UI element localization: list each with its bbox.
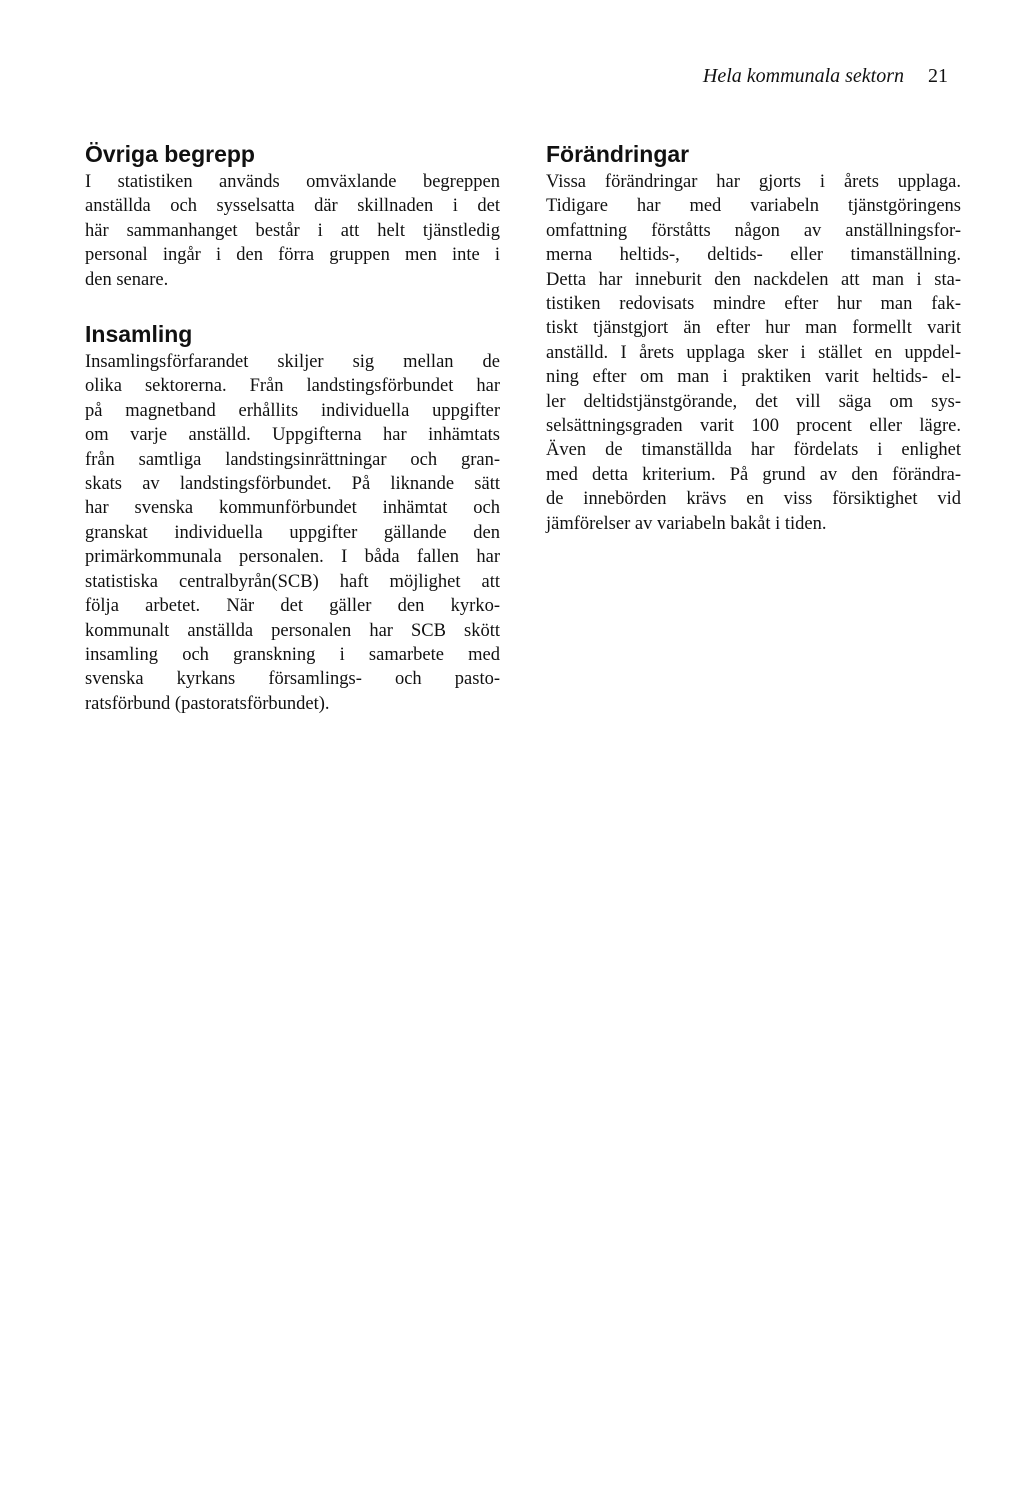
text-line: Insamlingsförfarandet skiljer sig mellan de bbox=[85, 352, 500, 373]
text-line: ler deltidstjänstgörande, det vill säga om sys- bbox=[546, 391, 961, 412]
running-title: Hela kommunala sektorn bbox=[702, 65, 904, 87]
section-heading: Övriga begrepp bbox=[85, 141, 255, 167]
text-line: Detta har inneburit den nackdelen att man i sta- bbox=[546, 269, 961, 290]
section-body bbox=[546, 170, 961, 536]
text-line: olika sektorerna. Från landstingsförbundet har bbox=[85, 376, 500, 397]
running-header bbox=[0, 64, 948, 88]
text-line: anställda och sysselsatta där skillnaden i det bbox=[85, 196, 500, 217]
text-line: granskat individuella uppgifter gällande den bbox=[85, 522, 500, 543]
text-line: de innebörden krävs en viss försiktighet vid bbox=[546, 489, 961, 510]
text-line: Tidigare har med variabeln tjänstgöringens bbox=[546, 196, 961, 217]
section-heading: Förändringar bbox=[546, 141, 690, 167]
text-line: Vissa förändringar har gjorts i årets upplaga. bbox=[546, 172, 961, 192]
section-body bbox=[85, 170, 500, 292]
right-column bbox=[546, 140, 961, 564]
text-line: tiskt tjänstgjort än efter hur man formellt varit bbox=[546, 318, 961, 339]
text-line: merna heltids-, deltids- eller timanställning. bbox=[546, 245, 961, 266]
text-line: ratsförbund (pastoratsförbundet). bbox=[85, 693, 330, 714]
text-line: statistiska centralbyrån(SCB) haft möjlighet att bbox=[85, 571, 500, 592]
text-line: följa arbetet. När det gäller den kyrko- bbox=[85, 596, 500, 617]
section-ovriga-begrepp bbox=[85, 140, 500, 292]
text-line: personal ingår i den förra gruppen men inte i bbox=[85, 245, 500, 266]
text-line: om varje anställd. Uppgifterna har inhämtats bbox=[85, 425, 500, 446]
text-line: från samtliga landstingsinrättningar och gran- bbox=[85, 449, 500, 470]
section-body bbox=[85, 350, 500, 716]
text-line: tistiken redovisats mindre efter hur man fak- bbox=[546, 294, 961, 315]
text-line: svenska kyrkans församlings- och pasto- bbox=[85, 669, 500, 690]
text-line: insamling och granskning i samarbete med bbox=[85, 644, 500, 665]
text-line: jämförelser av variabeln bakåt i tiden. bbox=[546, 513, 827, 534]
text-line: skats av landstingsförbundet. På liknande sätt bbox=[85, 474, 500, 495]
left-column bbox=[85, 140, 500, 744]
section-heading: Insamling bbox=[85, 321, 193, 348]
text-line: här sammanhanget består i att helt tjänstledig bbox=[85, 220, 500, 241]
page-number: 21 bbox=[928, 65, 948, 87]
text-line: selsättningsgraden varit 100 procent eller lägre. bbox=[546, 416, 961, 437]
section-insamling bbox=[85, 320, 500, 716]
text-line: kommunalt anställda personalen har SCB skött bbox=[85, 620, 500, 641]
text-line: har svenska kommunförbundet inhämtat och bbox=[85, 498, 500, 519]
text-line: ning efter om man i praktiken varit heltids- el- bbox=[546, 367, 961, 388]
text-line: Även de timanställda har fördelats i enlighet bbox=[546, 440, 961, 461]
section-forandringar bbox=[546, 140, 961, 536]
text-line: primärkommunala personalen. I båda fallen har bbox=[85, 547, 500, 568]
text-line: med detta kriterium. På grund av den förändra- bbox=[546, 464, 961, 485]
text-line: anställd. I årets upplaga sker i stället en uppdel- bbox=[546, 342, 961, 363]
text-line: på magnetband erhållits individuella uppgifter bbox=[85, 400, 500, 421]
text-line: omfattning förståtts någon av anställningsfor- bbox=[546, 220, 961, 241]
text-line: den senare. bbox=[85, 269, 169, 290]
text-line: I statistiken används omväxlande begreppen bbox=[85, 172, 500, 192]
